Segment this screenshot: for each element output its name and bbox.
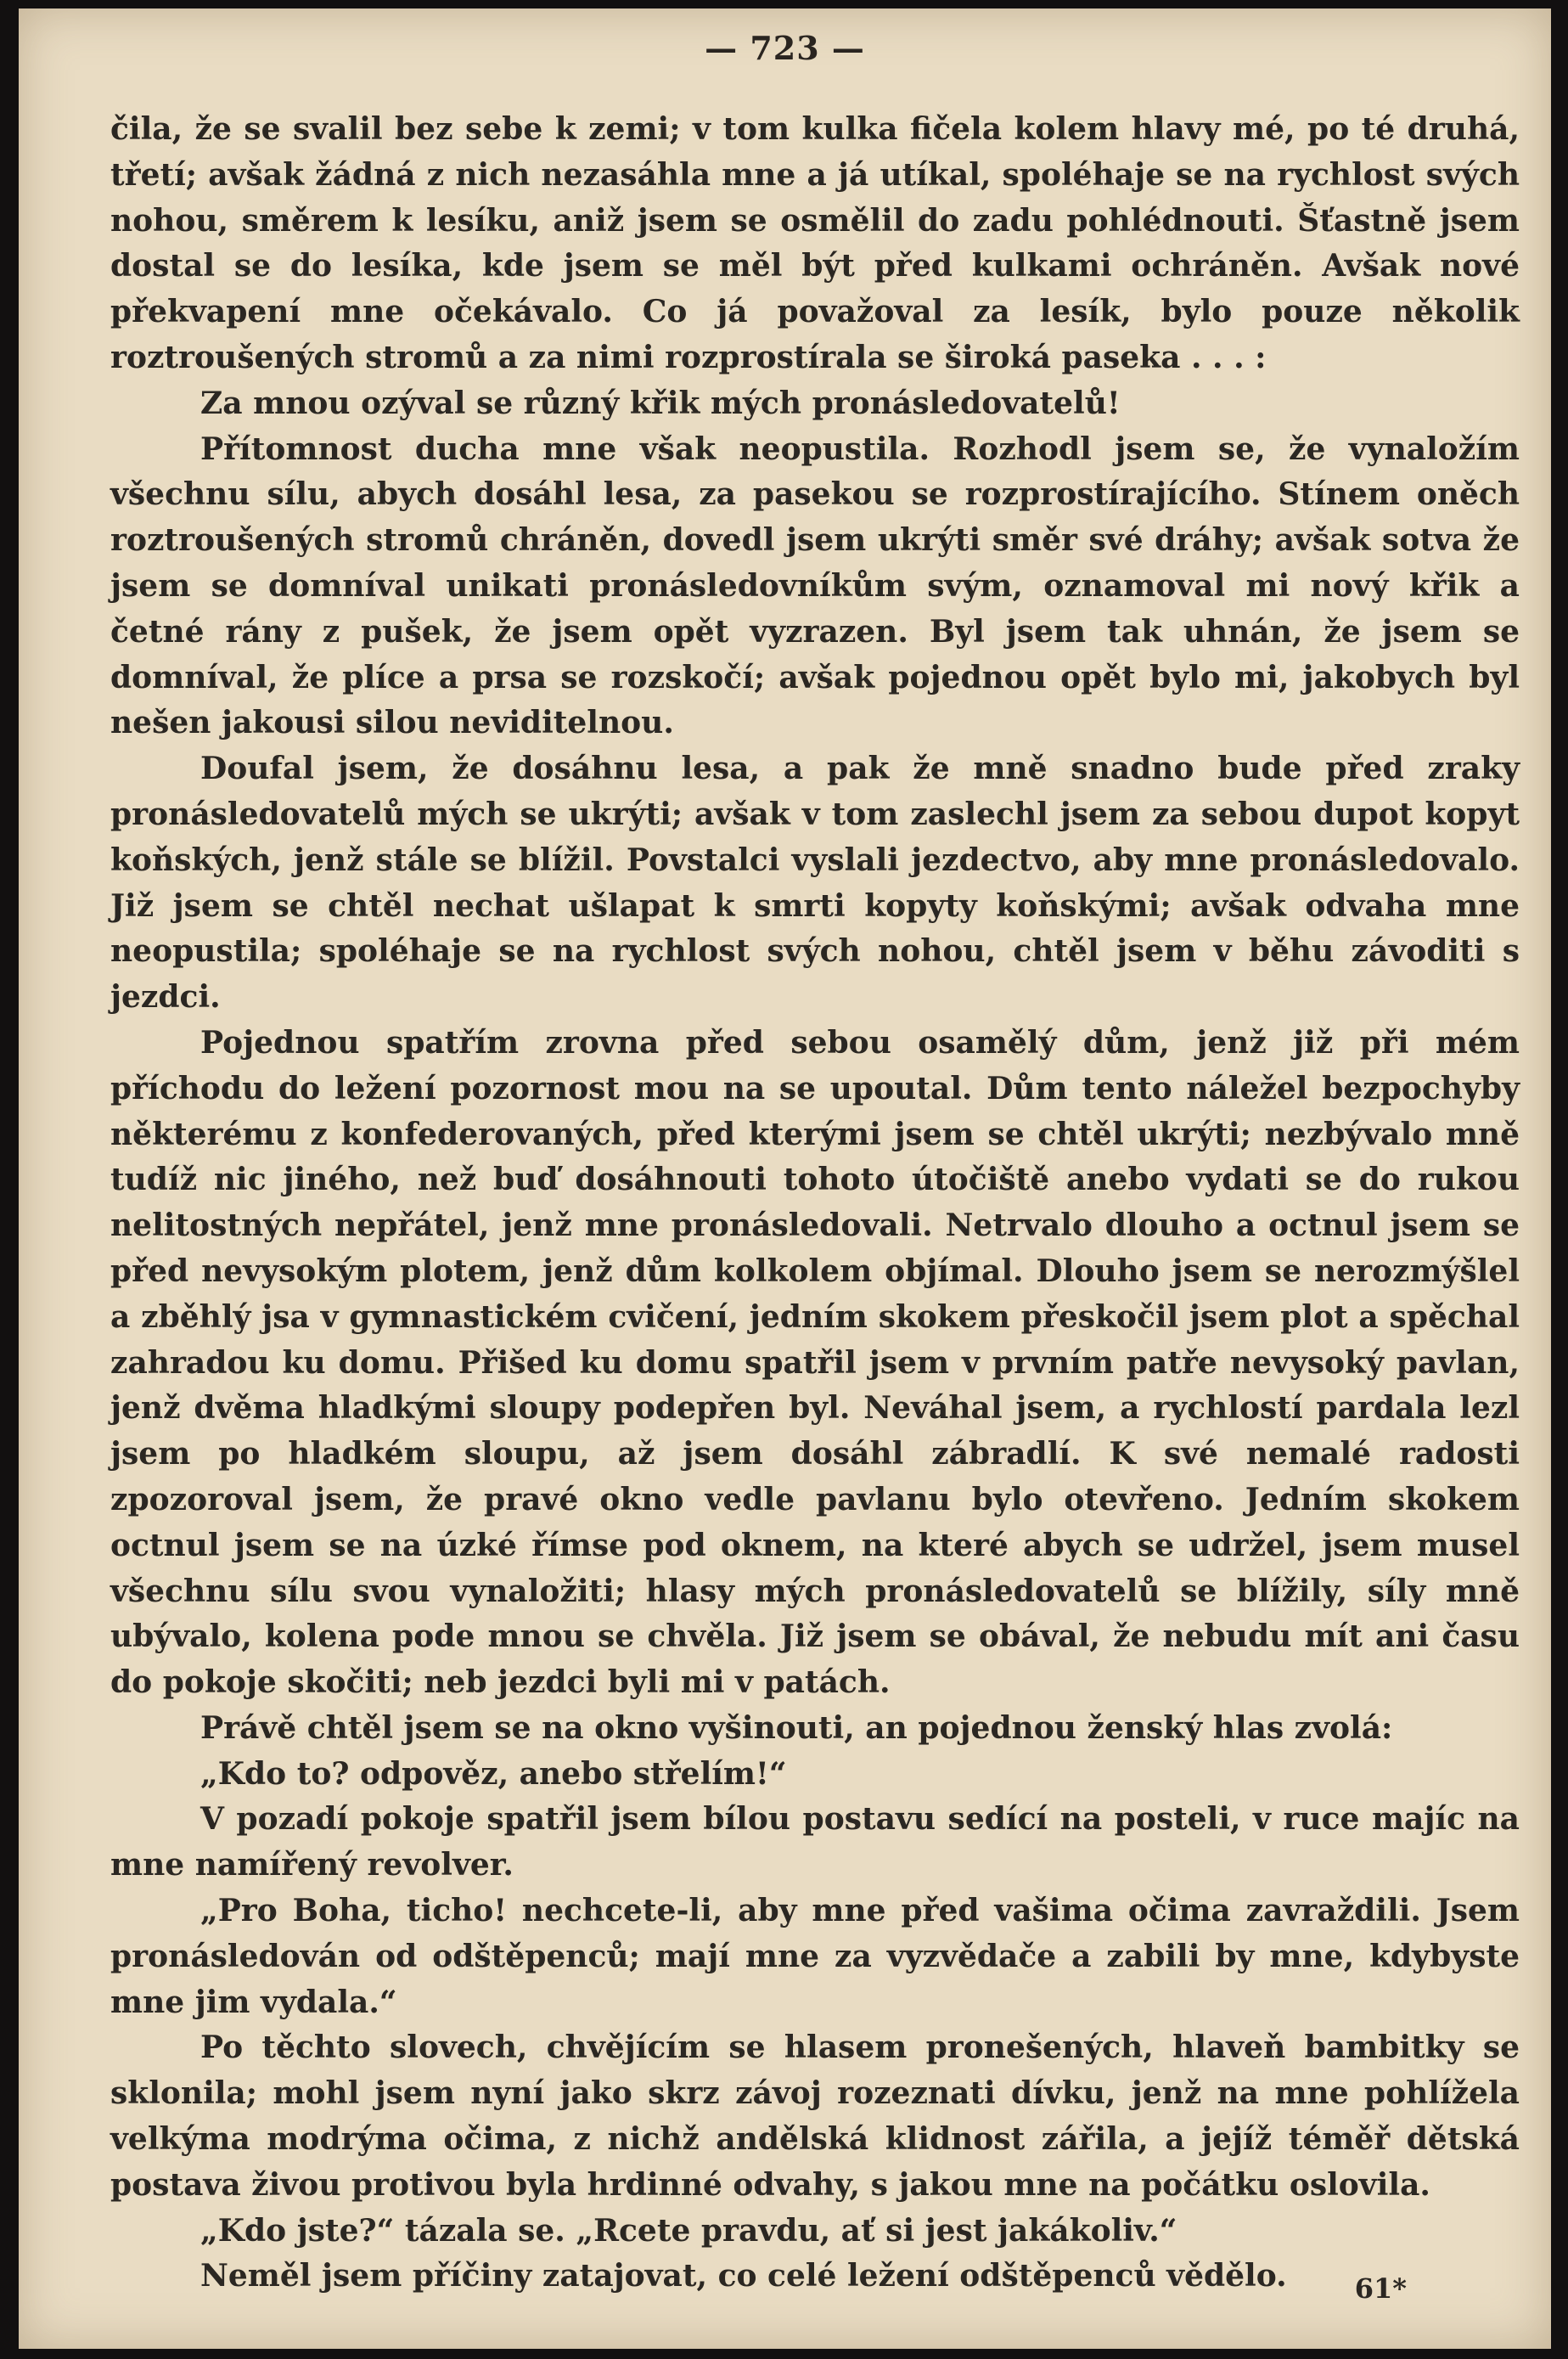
page-number: — 723 — [705, 29, 865, 67]
paragraph: „Pro Boha, ticho! nechcete-li, aby mne před vašima očima zavraždili. Jsem pronásledován od odštěpenců; mají mne za vyzvědače a zabili by mne, kdybyste mne jim vydala.“ [110, 1893, 1520, 2020]
paragraph: V pozadí pokoje spatřil jsem bílou postavu sedící na posteli, v ruce majíc na mne namířený revolver. [110, 1801, 1520, 1883]
paragraph: Po těchto slovech, chvějícím se hlasem pronešených, hlaveň bambitky se sklonila; mohl jsem nyní jako skrz závoj rozeznati dívku, jenž na mne pohlížela velkýma modrýma očima, z nichž andělská klidnost zářila, a jejíž téměř dětská postava živou protivou byla hrdinné odvahy, s jakou mne na počátku oslovila. [110, 2030, 1520, 2203]
paragraph: Za mnou ozýval se různý křik mých pronásledovatelů! [200, 385, 1121, 421]
paragraph: „Kdo jste?“ tázala se. „Rcete pravdu, ať si jest jakákoliv.“ [200, 2212, 1177, 2249]
paragraph: Neměl jsem příčiny zatajovat, co celé ležení odštěpenců vědělo. [200, 2258, 1287, 2294]
book-page [19, 8, 1551, 2349]
paragraph: Doufal jsem, že dosáhnu lesa, a pak že mně snadno bude před zraky pronásledovatelů mých se ukrýti; avšak v tom zaslechl jsem za sebou dupot kopyt koňských, jenž stále se blížil. Povstalci vyslali jezdectvo, aby mne pronásledovalo. Již jsem se chtěl nechat ušlapat k smrti kopyty koňskými; avšak odvaha mne neopustila; spoléhaje se na rychlost svých nohou, chtěl jsem v běhu závoditi s jezdci. [110, 751, 1520, 1016]
paragraph: Pojednou spatřím zrovna před sebou osamělý dům, jenž již při mém příchodu do ležení pozornost mou na se upoutal. Dům tento náležel bezpochyby některému z konfederovaných, před kterými jsem se chtěl ukrýti; nezbývalo mně tudíž nic jiného, než buď dosáhnouti tohoto útočiště anebo vydati se do rukou nelitostných nepřátel, jenž mne pronásledovali. Netrvalo dlouho a octnul jsem se před nevysokým plotem, jenž dům kolkolem objímal. Dlouho jsem se nerozmýšlel a zběhlý jsa v gymnastickém cvičení, jedním skokem přeskočil jsem plot a spěchal zahradou ku domu. Přišed ku domu spatřil jsem v prvním patře nevysoký pavlan, jenž dvěma hladkými sloupy podepřen byl. Neváhal jsem, a rychlostí pardala lezl jsem po hladkém sloupu, až jsem dosáhl zábradlí. K své nemalé radosti zpozoroval jsem, že pravé okno vedle pavlanu bylo otevřeno. Jedním skokem octnul jsem se na úzké římse pod oknem, na které abych se udržel, jsem musel všechnu sílu svou vynaložiti; hlasy mých pronásledovatelů se blížily, síly mně ubývalo, kolena pode mnou se chvěla. Již jsem se obával, že nebudu mít ani času do pokoje skočiti; neb jezdci byli mi v patách. [110, 1024, 1520, 1701]
paragraph: čila, že se svalil bez sebe k zemi; v tom kulka fičela kolem hlavy mé, po té druhá, třetí; avšak žádná z nich nezasáhla mne a já utíkal, spoléhaje se na rychlost svých nohou, směrem k lesíku, aniž jsem se osmělil do zadu pohlédnouti. Šťastně jsem dostal se do lesíka, kde jsem se měl být před kulkami ochráněn. Avšak nové překvapení mne očekávalo. Co já považoval za lesík, bylo pouze několik roztroušených stromů a za nimi rozprostírala se široká paseka . . . : [110, 111, 1520, 375]
printer-signature-mark: 61* [1354, 2272, 1407, 2305]
paragraph: Přítomnost ducha mne však neopustila. Rozhodl jsem se, že vynaložím všechnu sílu, abych dosáhl lesa, za pasekou se rozprostírajícího. Stínem oněch roztroušených stromů chráněn, dovedl jsem ukrýti směr své dráhy; avšak sotva že jsem se domníval unikati pronásledovníkům svým, oznamoval mi nový křik a četné rány z pušek, že jsem opět vyzrazen. Byl jsem tak uhnán, že jsem se domníval, že plíce a prsa se rozskočí; avšak pojednou opět bylo mi, jakobych byl nešen jakousi silou neviditelnou. [110, 431, 1520, 741]
paragraph: Právě chtěl jsem se na okno vyšinouti, an pojednou ženský hlas zvolá: [200, 1709, 1393, 1746]
page-text [110, 107, 1520, 2300]
paragraph: „Kdo to? odpověz, anebo střelím!“ [200, 1755, 787, 1792]
